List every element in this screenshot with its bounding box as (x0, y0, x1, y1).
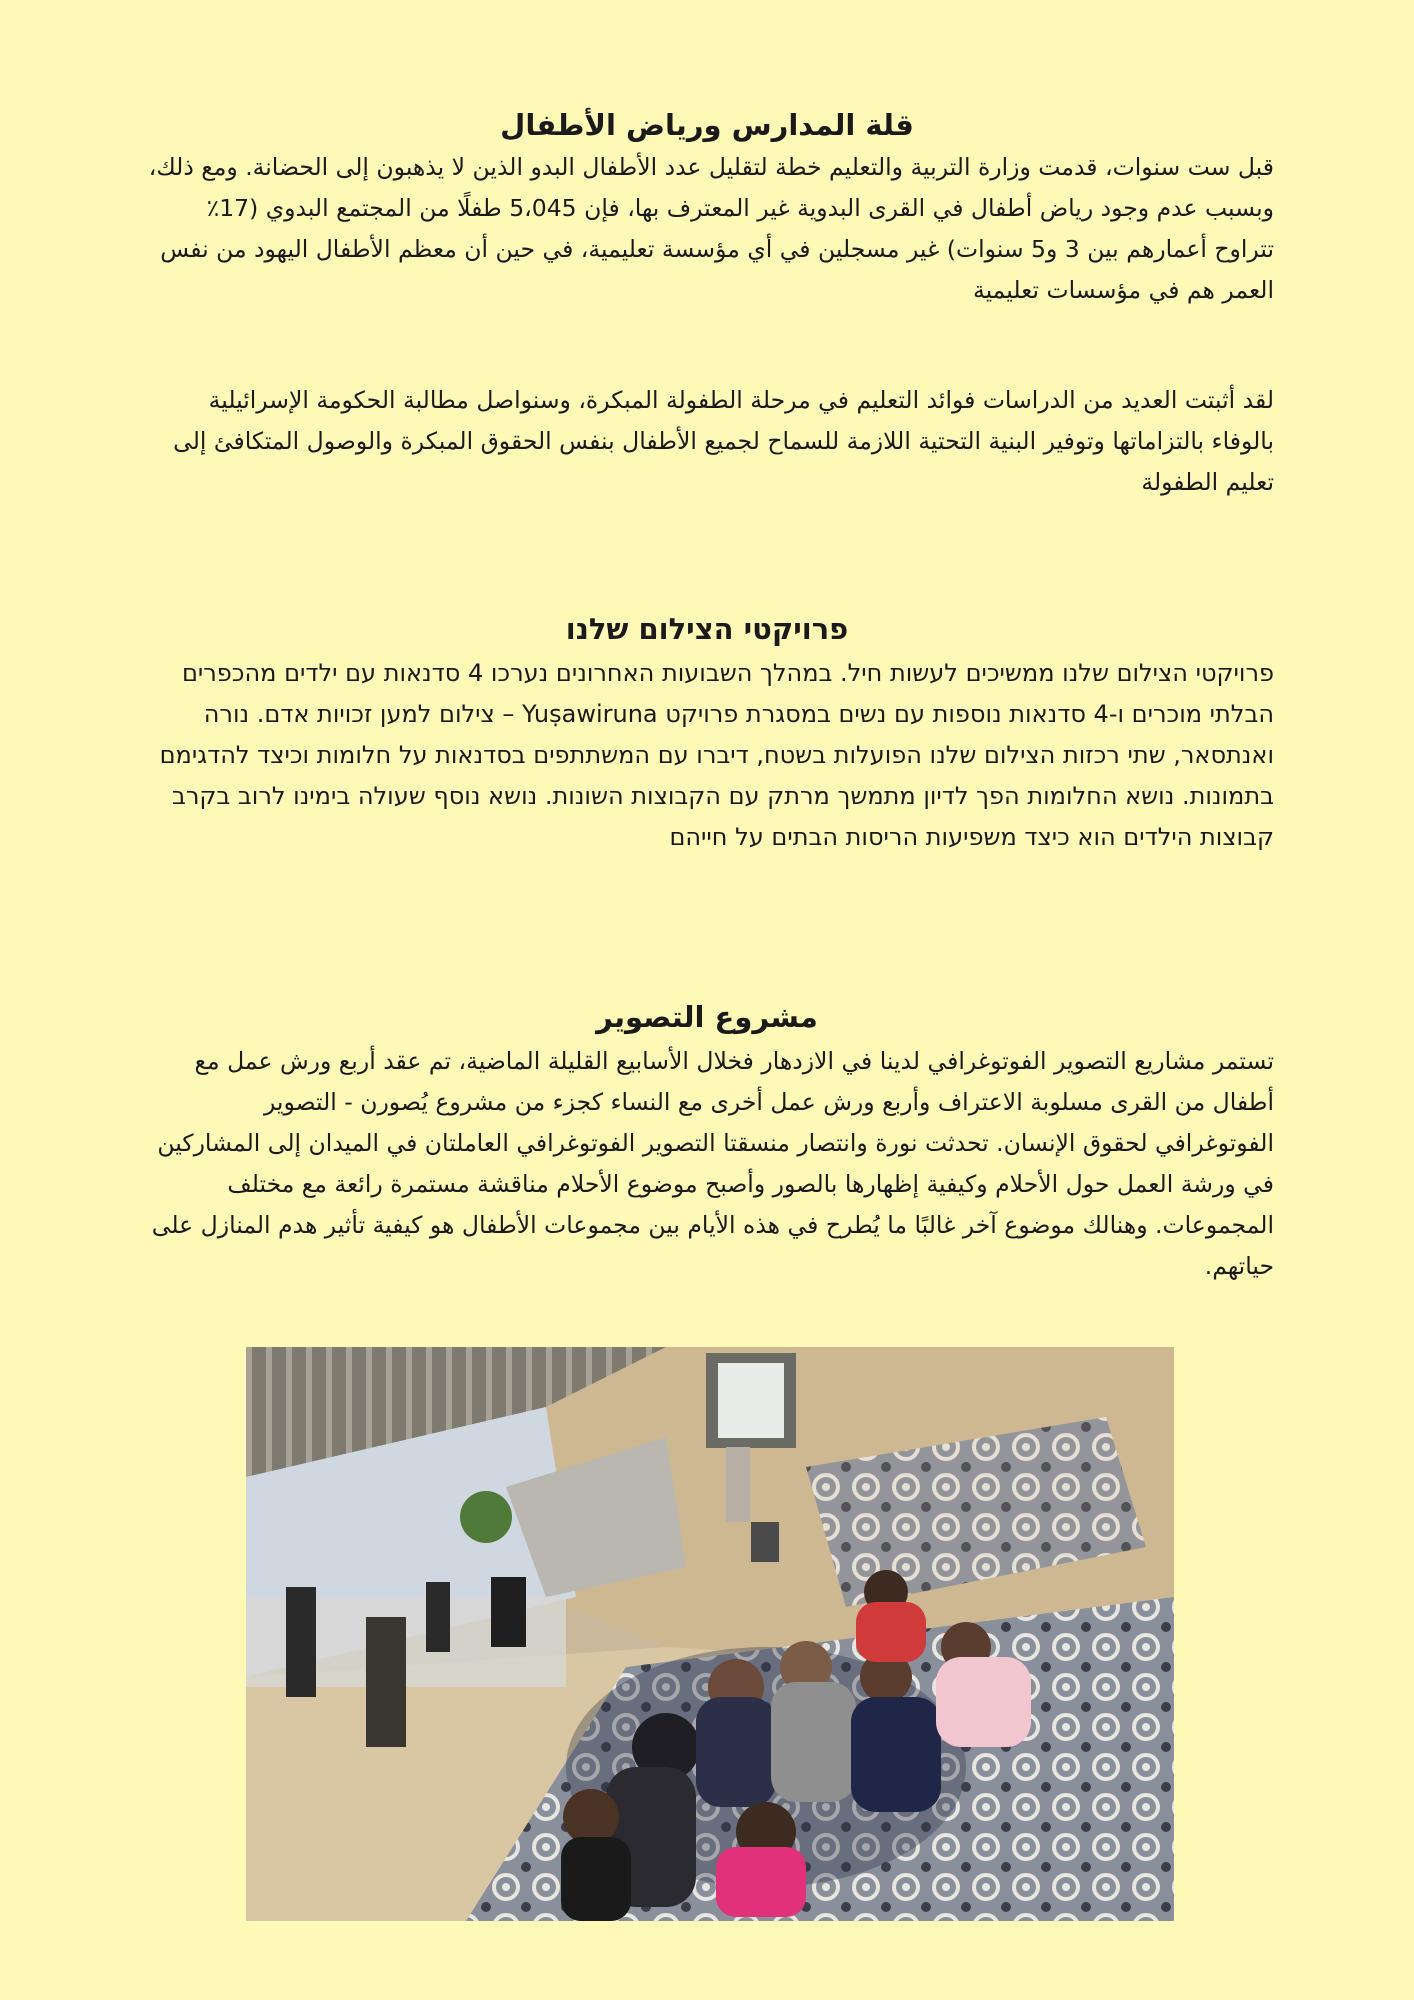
section-paragraph: لقد أثبتت العديد من الدراسات فوائد التعليم في مرحلة الطفولة المبكرة، وسنواصل مطالبة الحكومة الإسرائيلية بالوفاء بالتزاماتها وتوفير البنية التحتية اللازمة للسماح لجميع الأطفال بنفس الحقوق المبكرة والوصول المتكافئ إلى تعليم الطفولة (173, 386, 1274, 496)
workshop-photo (246, 1347, 1174, 1921)
section-paragraph: פרויקטי הצילום שלנו ממשיכים לעשות חיל. במהלך השבועות האחרונים נערכו 4 סדנאות עם ילדים מהכפרים הבלתי מוכרים ו-4 סדנאות נוספות עם נשים במסגרת פרויקט Yuṣawiruna – צילום למען זכויות אדם. נורה ואנתסאר, שתי רכזות הצילום שלנו הפועלות בשטח, דיברו עם המשתתפים בסדנאות על חלומות וכיצד להדגימם בתמונות. נושא החלומות הפך לדיון מתמשך מרתק עם הקבוצות השונות. נושא נוסף שעולה בימינו לרוב בקרב קבוצות הילדים הוא כיצד משפיעות הריסות הבתים על חייהם (159, 658, 1274, 851)
section-photo-project-arabic (140, 1000, 1274, 1287)
section-title: قلة المدارس ورياض الأطفال (500, 108, 914, 142)
section-title: مشروع التصوير (596, 1000, 818, 1034)
section-paragraph: قبل ست سنوات، قدمت وزارة التربية والتعليم خطة لتقليل عدد الأطفال البدو الذين لا يذهبون إلى الحضانة. ومع ذلك، وبسبب عدم وجود رياض أطفال في القرى البدوية غير المعترف بها، فإن 5،045 طفلًا من المجتمع البدوي (17٪ تتراوح أعمارهم بين 3 و5 سنوات) غير مسجلين في أي مؤسسة تعليمية، في حين أن معظم الأطفال اليهود من نفس العمر هم في مؤسسات تعليمية (148, 152, 1274, 304)
workshop-photo-illustration (246, 1347, 1174, 1921)
section-photo-projects-hebrew (140, 612, 1274, 858)
section-title: פרויקטי הצילום שלנו (565, 612, 849, 646)
section-paragraph: تستمر مشاريع التصوير الفوتوغرافي لدينا في الازدهار فخلال الأسابيع القليلة الماضية، تم عقد أربع ورش عمل مع أطفال من القرى مسلوبة الاعتراف وأربع ورش عمل أخرى مع النساء كجزء من مشروع يُصورن - التصوير الفوتوغرافي لحقوق الإنسان. تحدثت نورة وانتصار منسقتا التصوير الفوتوغرافي العاملتان في الميدان إلى المشاركين في ورشة العمل حول الأحلام وكيفية إظهارها بالصور وأصبح موضوع الأحلام مناقشة مستمرة رائعة مع مختلف المجموعات. وهنالك موضوع آخر غالبًا ما يُطرح في هذه الأيام بين مجموعات الأطفال هو كيفية تأثير هدم المنازل على حياتهم. (151, 1046, 1274, 1280)
section-early-education (140, 380, 1274, 503)
section-kindergartens (140, 108, 1274, 311)
